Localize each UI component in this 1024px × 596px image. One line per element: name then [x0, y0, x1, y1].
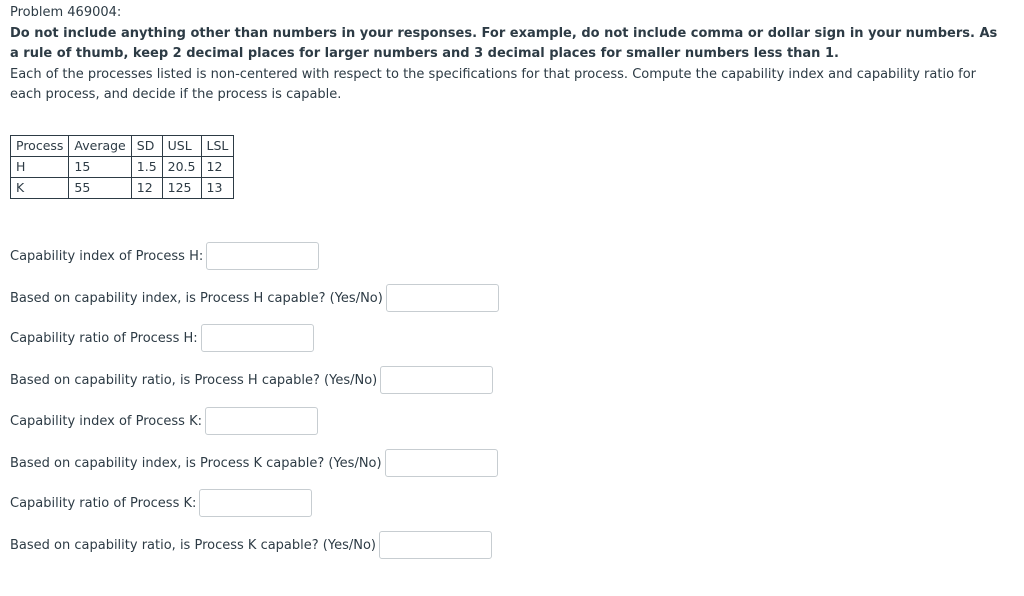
cell-sd: 1.5	[131, 157, 162, 178]
answer-input-h-ratio[interactable]	[201, 324, 314, 352]
cell-process: H	[11, 157, 69, 178]
problem-title: Problem 469004:	[10, 5, 122, 20]
question-label: Based on capability index, is Process H capable? (Yes/No)	[10, 290, 383, 306]
cell-usl: 20.5	[162, 157, 201, 178]
header-process: Process	[11, 136, 69, 157]
question-label: Capability index of Process H:	[10, 248, 204, 264]
question-k-ratio-capable	[10, 531, 492, 559]
cell-lsl: 13	[201, 178, 234, 199]
question-h-ratio	[10, 324, 314, 352]
answer-input-h-index-capable[interactable]	[386, 284, 499, 312]
process-data-table	[10, 135, 234, 199]
cell-sd: 12	[131, 178, 162, 199]
cell-usl: 125	[162, 178, 201, 199]
question-label: Based on capability ratio, is Process H capable? (Yes/No)	[10, 372, 378, 388]
table-row	[11, 178, 234, 199]
instructions: Do not include anything other than numbers in your responses. For example, do not include comma or dollar sign in your numbers. As a rule of thumb, keep 2 decimal places for larger numbers and 3 decimal places for smaller numbers less than 1.	[10, 26, 998, 61]
header-lsl: LSL	[201, 136, 234, 157]
header-usl: USL	[162, 136, 201, 157]
table-row	[11, 157, 234, 178]
question-k-ratio	[10, 489, 312, 517]
answer-input-h-index[interactable]	[206, 242, 319, 270]
cell-average: 15	[69, 157, 131, 178]
answer-input-k-ratio-capable[interactable]	[379, 531, 492, 559]
answer-input-k-ratio[interactable]	[199, 489, 312, 517]
question-label: Based on capability index, is Process K capable? (Yes/No)	[10, 455, 382, 471]
question-label: Capability ratio of Process K:	[10, 495, 197, 511]
cell-process: K	[11, 178, 69, 199]
header-average: Average	[69, 136, 131, 157]
cell-average: 55	[69, 178, 131, 199]
question-label: Based on capability ratio, is Process K capable? (Yes/No)	[10, 537, 376, 553]
cell-lsl: 12	[201, 157, 234, 178]
header-sd: SD	[131, 136, 162, 157]
question-k-index-capable	[10, 449, 498, 477]
answer-input-k-index-capable[interactable]	[385, 449, 498, 477]
question-label: Capability index of Process K:	[10, 413, 202, 429]
question-h-ratio-capable	[10, 366, 493, 394]
question-h-index-capable	[10, 284, 499, 312]
question-h-index	[10, 242, 319, 270]
table-header-row	[11, 136, 234, 157]
question-k-index	[10, 407, 318, 435]
question-label: Capability ratio of Process H:	[10, 330, 198, 346]
problem-description: Each of the processes listed is non-centered with respect to the specifications for that process. Compute the capability index and capability ratio for each process, and decide if the process is capable.	[10, 67, 977, 102]
answer-input-h-ratio-capable[interactable]	[380, 366, 493, 394]
answer-input-k-index[interactable]	[205, 407, 318, 435]
